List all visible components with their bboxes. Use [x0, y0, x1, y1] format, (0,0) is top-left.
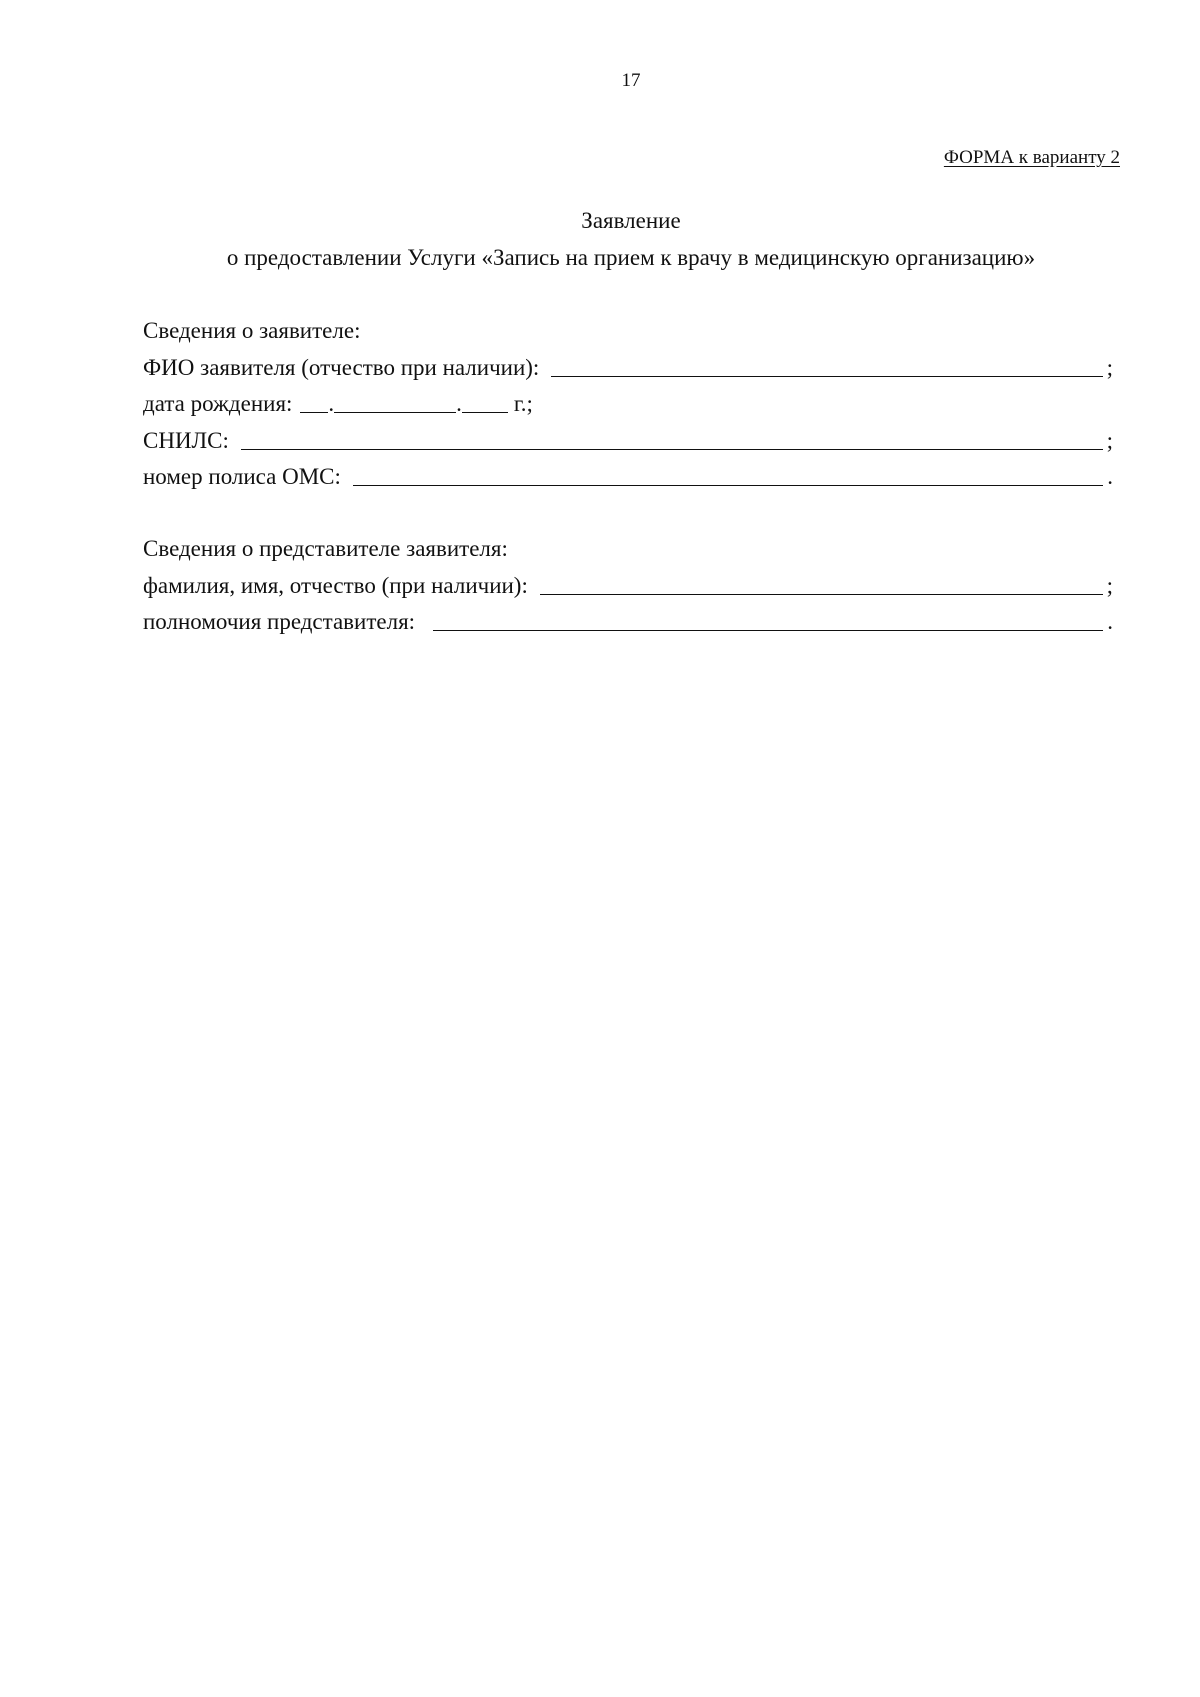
representative-full-name-tail: ; — [1106, 573, 1113, 598]
representative-authority-field[interactable] — [433, 608, 1103, 631]
birth-date-suffix: г.; — [513, 391, 533, 416]
applicant-snils-field[interactable] — [241, 427, 1103, 450]
applicant-birth-date-label: дата рождения: — [143, 391, 293, 416]
form-reference: ФОРМА к варианту 2 — [943, 147, 1120, 168]
page-number: 17 — [621, 70, 641, 91]
applicant-section-heading: Сведения о заявителе: — [143, 318, 361, 343]
representative-authority-tail: . — [1107, 609, 1113, 634]
applicant-full-name-tail: ; — [1106, 355, 1113, 380]
representative-section-heading: Сведения о представителе заявителя: — [143, 536, 508, 561]
document-title: Заявление — [581, 208, 681, 233]
representative-authority-row — [143, 605, 1113, 635]
representative-full-name-row — [143, 569, 1113, 599]
birth-date-separator: . — [456, 391, 462, 416]
applicant-snils-tail: ; — [1106, 428, 1113, 453]
applicant-oms-tail: . — [1107, 464, 1113, 489]
applicant-full-name-field[interactable] — [551, 354, 1102, 377]
applicant-full-name-row — [143, 351, 1113, 381]
birth-year-field[interactable] — [462, 390, 508, 413]
applicant-oms-row — [143, 460, 1113, 490]
applicant-snils-label: СНИЛС: — [143, 428, 229, 453]
applicant-full-name-label: ФИО заявителя (отчество при наличии): — [143, 355, 540, 380]
birth-month-field[interactable] — [334, 390, 456, 413]
birth-day-field[interactable] — [300, 390, 328, 413]
representative-full-name-label: фамилия, имя, отчество (при наличии): — [143, 573, 528, 598]
applicant-oms-field[interactable] — [353, 463, 1103, 486]
representative-full-name-field[interactable] — [540, 572, 1103, 595]
applicant-oms-label: номер полиса ОМС: — [143, 464, 341, 489]
representative-authority-label: полномочия представителя: — [143, 609, 416, 634]
document-subtitle: о предоставлении Услуги «Запись на прием к врачу в медицинскую организацию» — [226, 245, 1036, 270]
birth-date-separator: . — [328, 391, 335, 416]
applicant-snils-row — [143, 424, 1113, 454]
applicant-birth-date-row — [143, 387, 533, 417]
